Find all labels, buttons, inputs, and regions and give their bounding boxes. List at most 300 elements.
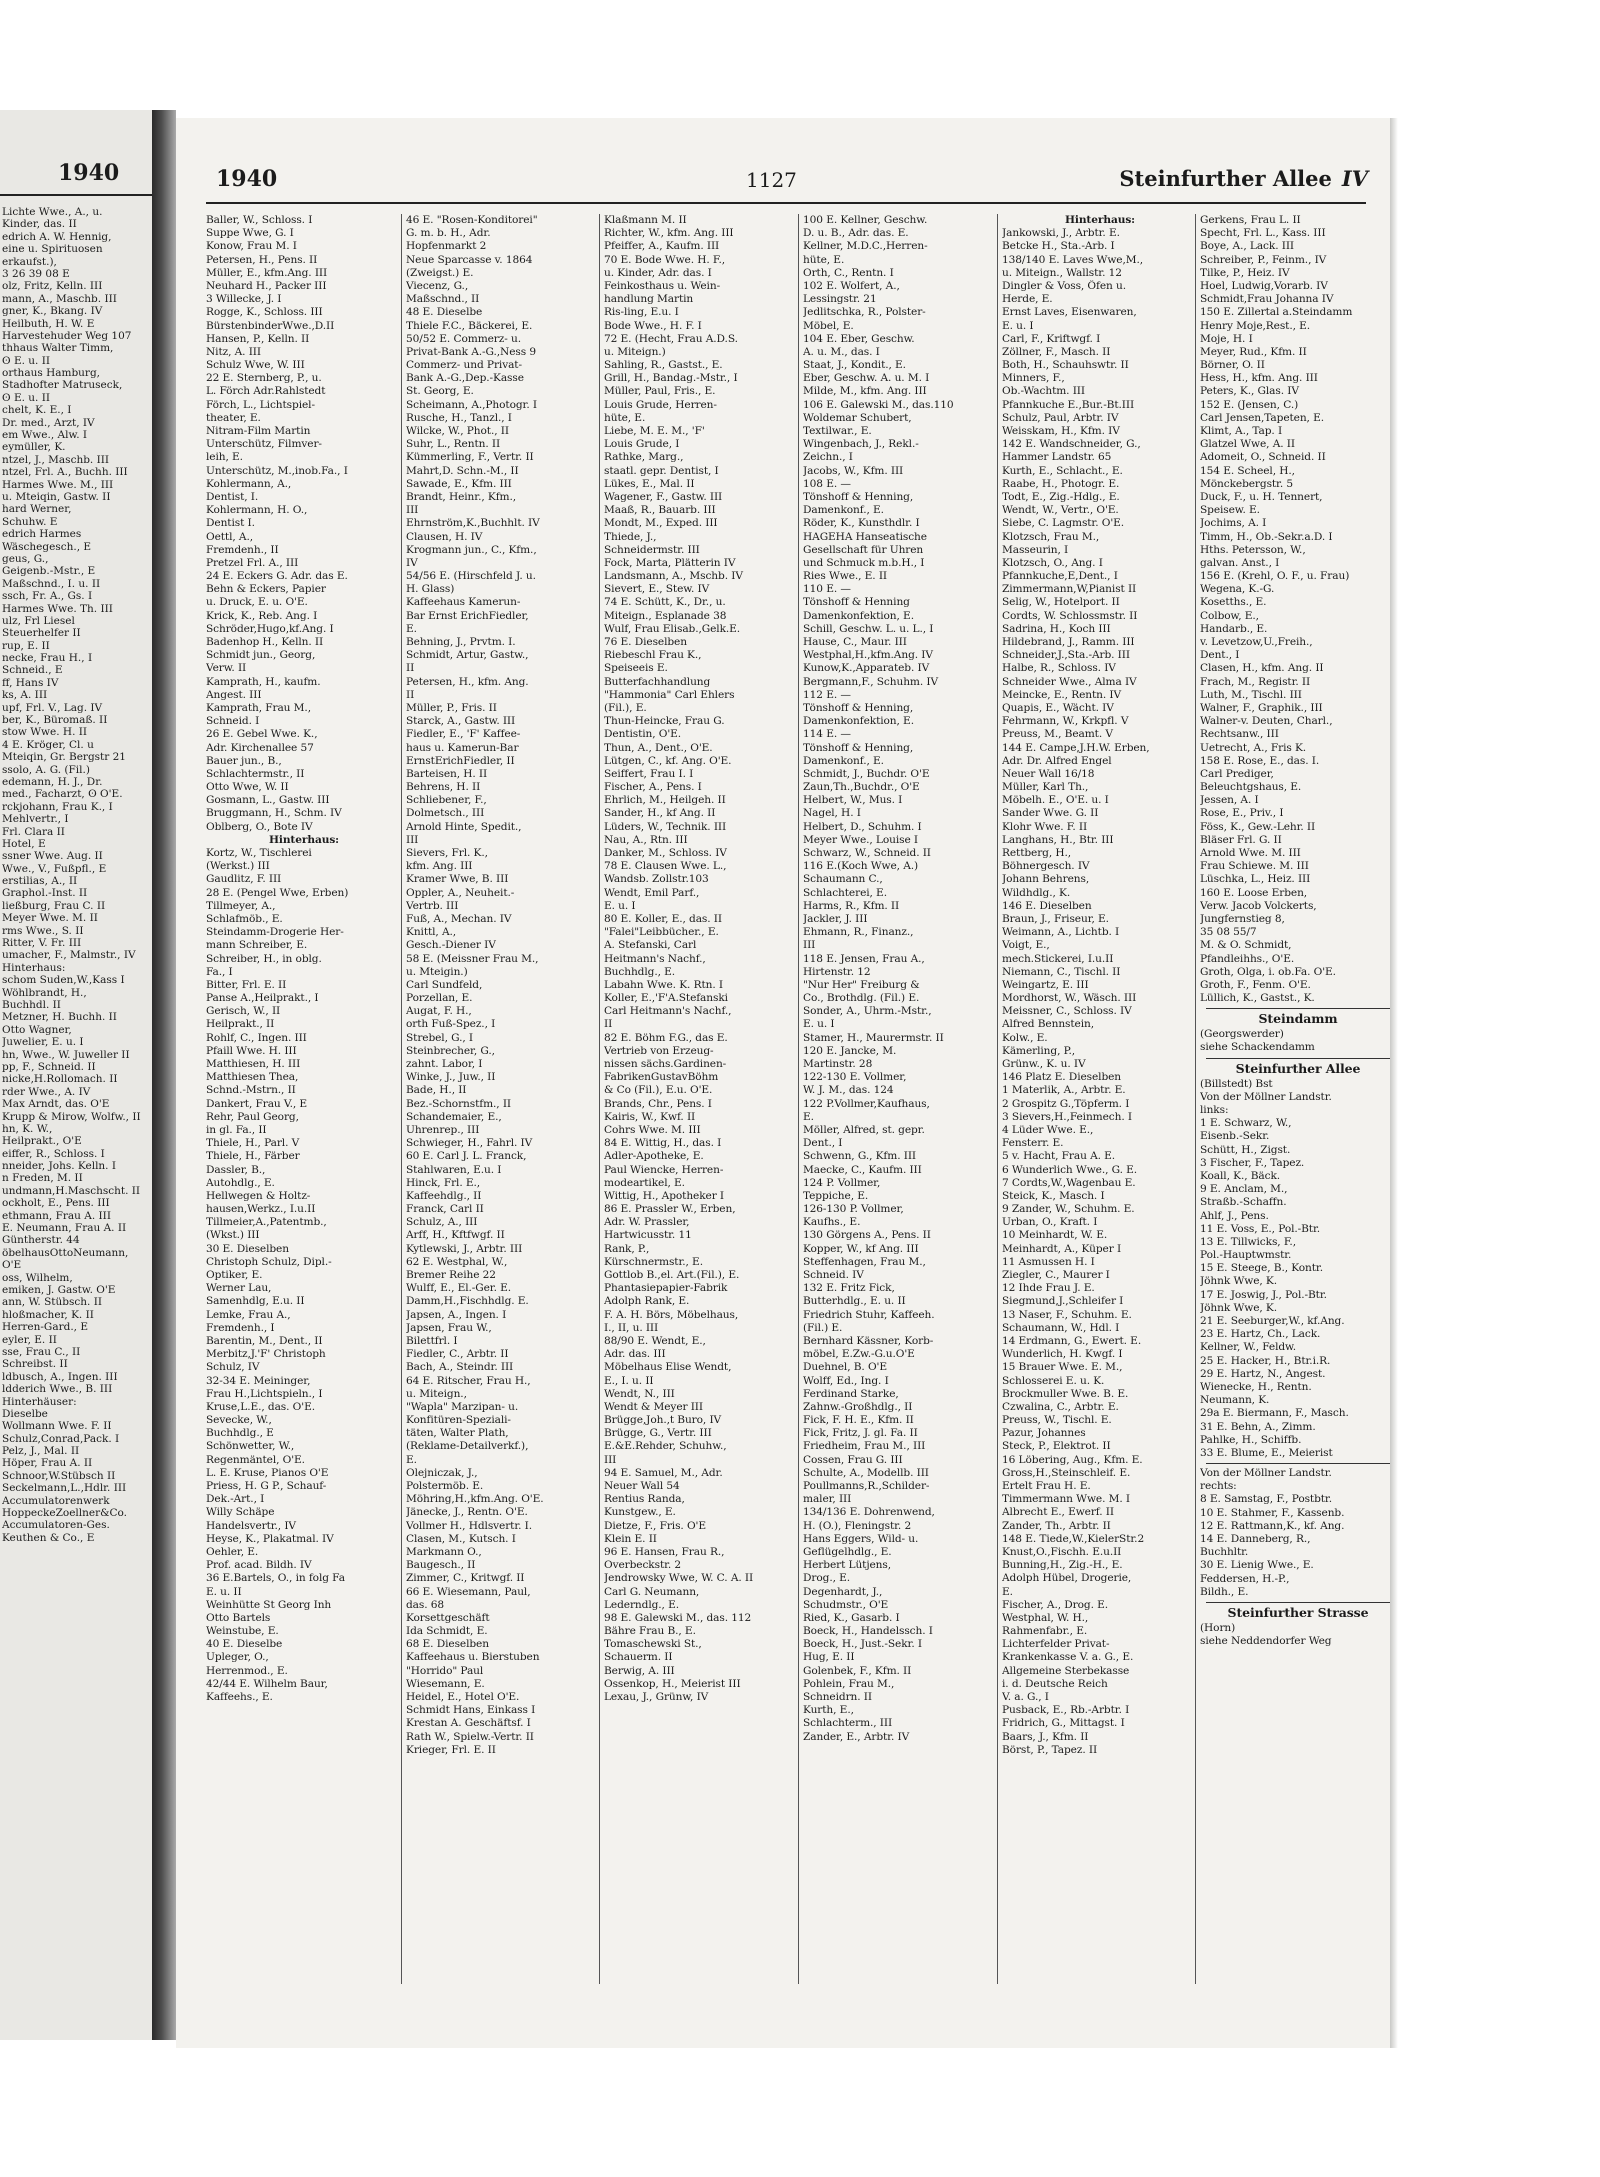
directory-entry: 6 Wunderlich Wwe., G. E. (1002, 1163, 1138, 1176)
directory-entry: Schulte, A., Modellb. III (803, 1466, 929, 1479)
directory-entry: Optiker, E. (206, 1269, 263, 1281)
left-page-line: ks, A. III (2, 689, 48, 702)
directory-entry: u. Mteigin.) (406, 965, 468, 978)
directory-entry: "Nur Her" Freiburg & (803, 978, 920, 991)
directory-entry: Meissner, C., Schloss. IV (1002, 1005, 1132, 1018)
directory-entry: Labahn Wwe. K. Rtn. I (604, 978, 723, 991)
left-page-line: mann, A., Maschb. III (2, 292, 117, 305)
left-page-line: schom Suden,W.,Kass I (2, 974, 125, 987)
page-edge-shadow (1390, 118, 1398, 2048)
directory-entry: 114 E. — (803, 728, 851, 741)
directory-entry: 28 E. (Pengel Wwe, Erben) (206, 886, 349, 899)
directory-entry: E. (803, 1110, 814, 1123)
directory-entry: Pazur, Johannes (1002, 1427, 1086, 1440)
directory-entry: Zaun,Th.,Buchdr., O'E (803, 781, 920, 794)
left-page-line: orthaus Hamburg, (2, 367, 101, 380)
directory-entry: Samenhdlg, E.u. II (206, 1295, 305, 1308)
directory-entry: Preuss, W., Tischl. E. (1002, 1414, 1112, 1427)
directory-entry: Wendt, Emil Parf., (604, 886, 700, 899)
left-page-line: Ritter, V. Fr. III (2, 937, 82, 950)
left-page-line: rder Wwe., A. IV (2, 1085, 91, 1098)
directory-entry: Pol.-Hauptwmstr. (1200, 1249, 1292, 1262)
directory-entry: Wildhdlg., K. (1002, 886, 1071, 899)
directory-entry: Feddersen, H.-P., (1200, 1572, 1290, 1585)
directory-entry: Vertrieb von Erzeug- (604, 1044, 714, 1057)
directory-entry: A. Stefanski, Carl (604, 939, 697, 952)
left-page-line: HoppeckeZoellner&Co. (2, 1507, 127, 1520)
directory-entry: Boeck, H., Just.-Sekr. I (803, 1638, 922, 1651)
left-page-line: 4 E. Kröger, Cl. u (2, 738, 94, 751)
directory-entry: Ehrlich, M., Heilgeh. II (604, 794, 726, 807)
directory-entry: Oehler, E. (206, 1545, 259, 1558)
directory-entry: Lüllich, K., Gastst., K. (1200, 992, 1315, 1005)
directory-entry: 15 E. Steege, B., Kontr. (1200, 1262, 1323, 1275)
directory-entry: Schneid. IV (803, 1269, 864, 1281)
directory-entry: ErnstErichFiedler, II (406, 754, 515, 767)
directory-entry: Gaudlitz, F. III (206, 873, 282, 886)
directory-entry: Fridrich, G., Mittagst. I (1002, 1717, 1125, 1730)
directory-entry: Japsen, A., Ingen. I (406, 1308, 507, 1321)
left-page-line: edrich Harmes (2, 528, 82, 541)
directory-entry: Steck, P., Elektrot. II (1002, 1440, 1111, 1453)
directory-entry: Wendt, N., III (604, 1387, 675, 1400)
directory-entry: Handelsvertr., IV (206, 1519, 296, 1532)
directory-entry: Arff, H., Kftfwgf. II (406, 1229, 505, 1242)
directory-entry: Bläser Frl. G. II (1200, 833, 1282, 846)
left-page-line: ff, Hans IV (2, 676, 59, 689)
directory-entry: Fock, Marta, Plätterin IV (604, 556, 736, 569)
directory-entry: Sawade, E., Kfm. III (406, 477, 512, 490)
directory-entry: Rehr, Paul Georg, (206, 1110, 299, 1123)
directory-entry: Alfred Bennstein, (1002, 1018, 1094, 1031)
directory-entry: täten, Walter Plath, (406, 1427, 509, 1440)
directory-entry: 122-130 E. Vollmer, (803, 1071, 907, 1084)
directory-entry: Schneider,J.,Sta.-Arb. III (1002, 649, 1130, 662)
running-head (1119, 166, 1368, 191)
directory-entry: Gerisch, W., II (206, 1005, 281, 1018)
directory-entry: 154 E. Scheel, H., (1200, 464, 1295, 477)
directory-entry: 3 Fischer, F., Tapez. (1200, 1156, 1305, 1169)
directory-entry: Luth, M., Tischl. III (1200, 688, 1302, 701)
directory-entry: Thiele, H., Färber (206, 1150, 300, 1163)
left-page-line: ntzel, J., Maschb. III (2, 453, 110, 466)
left-page-line: eine u. Spirituosen (2, 243, 103, 256)
directory-entry: Meinhardt, A., Küper I (1002, 1242, 1122, 1255)
left-page-line: Metzner, H. Buchh. II (2, 1011, 117, 1024)
directory-entry: Jendrowsky Wwe, W. C. A. II (604, 1572, 754, 1585)
directory-entry: Konow, Frau M. I (206, 240, 297, 253)
directory-entry: Kaffeehs., E. (206, 1691, 273, 1703)
directory-entry: Möbel, E. (803, 319, 854, 332)
left-page-line: Stadhofter Matruseck, (2, 379, 123, 392)
directory-entry: Japsen, Frau W., (406, 1321, 492, 1334)
directory-entry: Niemann, C., Tischl. II (1002, 965, 1121, 978)
directory-entry: Adr. das. III (604, 1348, 666, 1361)
directory-entry: Heyse, K., Plakatmal. IV (206, 1532, 334, 1545)
directory-entry: 116 E.(Koch Wwe, A.) (803, 860, 919, 873)
directory-entry: 94 E. Samuel, M., Adr. (604, 1466, 723, 1479)
directory-entry: 118 E. Jensen, Frau A., (803, 952, 925, 965)
left-page-line: Otto Wagner, (2, 1023, 72, 1036)
directory-entry: Schulz, A., III (406, 1216, 478, 1229)
directory-entry: Buchhdlg., E. (604, 965, 676, 978)
directory-entry: Jöhnk Wwe, K. (1200, 1275, 1277, 1288)
directory-entry: "Hammonia" Carl Ehlers (604, 688, 735, 701)
directory-entry: Neue Sparcasse v. 1864 (406, 253, 533, 266)
directory-entry: Angest. III (206, 688, 262, 701)
left-page-line: ber, K., Büromaß. II (2, 714, 108, 727)
directory-entry: Dentistin, O'E. (604, 728, 682, 741)
directory-entry: Raabe, H., Photogr. E. (1002, 477, 1120, 490)
directory-entry: Viecenz, G., (406, 279, 469, 292)
directory-entry: Ossenkop, H., Meierist III (604, 1677, 741, 1690)
directory-entry: in gl. Fa., II (206, 1123, 267, 1136)
directory-entry: Schneid. I (206, 715, 260, 728)
directory-entry: Schmidt, J., Buchdr. O'E (803, 767, 930, 780)
left-page-line: eyler, E. II (2, 1333, 57, 1346)
directory-entry: Rahmenfabr., E. (1002, 1625, 1088, 1638)
directory-entry: Thun-Heincke, Frau G. (604, 715, 725, 728)
directory-entry: Schlachterei, E. (803, 886, 887, 899)
directory-entry: Sevecke, W., (206, 1414, 272, 1427)
left-page-line: Schuhw. E (2, 515, 58, 528)
left-page-line: upf, Frl. V., Lag. IV (2, 701, 103, 714)
directory-entry: Sievert, E., Stew. IV (604, 583, 710, 596)
directory-entry: Thiele F.C., Bäckerei, E. (406, 319, 533, 332)
directory-entry: Markmann O., (406, 1545, 482, 1558)
left-page-line: erkaufst.), (2, 255, 57, 268)
directory-entry: Butterfachhandlung (604, 675, 711, 688)
directory-entry: 15 Brauer Wwe. E. M., (1002, 1361, 1123, 1374)
left-page-line: Dieselbe (2, 1407, 48, 1420)
directory-entry: Fick, F. H. E., Kfm. II (803, 1414, 914, 1427)
directory-entry: Porzellan, E. (406, 992, 473, 1005)
directory-entry: Zahnw.-Großhdlg., II (803, 1400, 913, 1413)
directory-entry: Damm,H.,Fischhdlg. E. (406, 1295, 529, 1308)
directory-entry: Augat, F. H., (406, 1005, 472, 1018)
directory-entry: (Reklame-Detailverkf.), (406, 1440, 529, 1453)
directory-entry: 76 E. Dieselben (604, 636, 687, 648)
directory-entry: v. Levetzow,U.,Freih., (1200, 636, 1313, 648)
directory-entry: Cossen, Frau G. III (803, 1453, 903, 1466)
left-page-line: Seckelmann,L.,Hdlr. III (2, 1482, 127, 1495)
directory-entry: (Horn) (1200, 1621, 1236, 1634)
directory-entry: Rathke, Marg., (604, 451, 684, 464)
directory-entry: Frau Schiewe. M. III (1200, 860, 1309, 873)
left-page-line: Hotel, E (2, 837, 46, 850)
left-page-line: nneider, Johs. Kelln. I (2, 1160, 117, 1173)
directory-entry: Krieger, Frl. E. II (406, 1743, 496, 1756)
left-page-line: undmann,H.Maschscht. II (2, 1184, 141, 1197)
left-page-line: ntzel, Frl. A., Buchh. III (2, 466, 128, 479)
directory-entry: (Wkst.) III (206, 1229, 260, 1242)
directory-entry: Kamprath, Frau M., (206, 701, 311, 714)
directory-entry: Schauerm. II (604, 1651, 673, 1664)
directory-entry: Wunderlich, H. Kwgf. I (1002, 1348, 1123, 1361)
directory-entry: Pretzel Frl. A., III (206, 556, 299, 569)
directory-entry: Bruggmann, H., Schm. IV (206, 807, 342, 820)
directory-entry: Jacobs, W., Kfm. III (803, 464, 904, 477)
directory-entry: Wingenbach, J., Rekl.- (803, 438, 919, 451)
directory-entry: Oblberg, O., Bote IV (206, 820, 313, 833)
directory-entry: 78 E. Clausen Wwe. L., (604, 860, 727, 873)
directory-entry: Gesch.-Diener IV (406, 939, 496, 952)
directory-entry: Uhrenrep., III (406, 1123, 480, 1136)
directory-entry: Boeck, H., Handelssch. I (803, 1625, 933, 1638)
directory-entry: Schliebener, F., (406, 794, 487, 807)
left-page-line: edemann, H. J., Dr. (2, 775, 103, 788)
left-page-line: em Wwe., Alw. I (2, 429, 88, 442)
left-page-line: edrich A. W. Hennig, (2, 230, 112, 243)
directory-entry: (Zweigst.) E. (406, 266, 474, 279)
left-page-line: rms Wwe., S. II (2, 924, 84, 937)
directory-entry: Hopfenmarkt 2 (406, 240, 487, 253)
directory-entry: Adomeit, O., Schneid. II (1200, 451, 1326, 464)
directory-entry: Ferdinand Starke, (803, 1387, 899, 1400)
directory-entry: Westphal, W. H., (1002, 1611, 1089, 1624)
directory-entry: Sahling, R., Gastst., E. (604, 359, 723, 372)
directory-entry: Kolw., E. (1002, 1031, 1048, 1044)
directory-entry: Buchhdlg., E (206, 1427, 274, 1440)
directory-entry: Müller, Karl Th., (1002, 781, 1089, 794)
directory-entry: Friedheim, Frau M., III (803, 1440, 926, 1453)
directory-entry: 152 E. (Jensen, C.) (1200, 398, 1299, 411)
directory-entry: Baugesch., II (406, 1559, 476, 1572)
directory-entry: Sadrina, H., Koch III (1002, 622, 1111, 635)
directory-entry: Carl Heitmann's Nachf., (604, 1005, 732, 1018)
directory-entry: Riebeschl Frau K., (604, 649, 702, 662)
directory-entry: Uetrecht, A., Fris K. (1200, 741, 1307, 754)
directory-entry: Cordts, W. Schlossmstr. II (1002, 609, 1138, 622)
directory-entry: Poullmanns,R.,Schilder- (803, 1480, 930, 1492)
directory-entry: Maßschnd., II (406, 293, 480, 306)
directory-entry: 66 E. Wiesemann, Paul, (406, 1585, 531, 1598)
directory-entry: Co., Brothdlg. (Fil.) E. (803, 992, 920, 1005)
directory-entry: (Werkst.) III (206, 860, 270, 873)
directory-entry: Halbe, R., Schloss. IV (1002, 662, 1116, 675)
directory-entry: 110 E. — (803, 583, 851, 596)
directory-entry: 21 E. Seeburger,W., kf.Ang. (1200, 1315, 1345, 1327)
directory-entry: E. u. I (1002, 319, 1034, 332)
directory-entry: Rath W., Spielw.-Vertr. II (406, 1730, 534, 1743)
left-page-line: Max Arndt, das. O'E (2, 1098, 110, 1111)
directory-entry: Gesellschaft für Uhren (803, 543, 924, 556)
left-page-line: umacher, F., Malmstr., IV (2, 949, 136, 962)
directory-entry: 156 E. (Krehl, O. F., u. Frau) (1200, 570, 1350, 583)
left-page-column (2, 206, 150, 1544)
directory-entry: Möbelh. E., O'E. u. I (1002, 794, 1109, 807)
street-heading: Steinfurther Allee (1235, 1060, 1361, 1076)
directory-entry: Speiseeis E. (604, 662, 668, 675)
directory-entry: Oettl, A., (206, 530, 253, 543)
directory-entry: u. Miteign.) (604, 345, 666, 358)
directory-entry: Landsmann, A., Mschb. IV (604, 570, 743, 583)
directory-entry: Schlachtermstr., II (206, 767, 305, 780)
directory-entry: Hess, H., kfm. Ang. III (1200, 372, 1318, 385)
directory-entry: Specht, Frl. L., Kass. III (1200, 227, 1326, 240)
directory-entry: Liebe, M. E. M., 'F' (604, 425, 705, 437)
directory-entry: Gosmann, L., Gastw. III (206, 794, 330, 807)
left-page-line: Juwelier, E. u. I (2, 1036, 84, 1049)
left-page-line: hard Werner, (2, 503, 72, 516)
left-page-line: Buchhdl. II (2, 999, 61, 1011)
directory-entry: Weimann, A., Lichtb. I (1002, 926, 1120, 939)
directory-entry: 132 E. Fritz Fick, (803, 1282, 895, 1295)
subsection-heading: Hinterhaus: (1065, 214, 1135, 226)
directory-entry: nissen sächs.Gardinen- (604, 1058, 727, 1070)
directory-entry: Tillmeier,A.,Patentmb., (206, 1216, 327, 1229)
directory-entry: Kohlermann, H. O., (206, 504, 308, 517)
left-page-line: pp, F., Schneid. II (2, 1060, 96, 1073)
directory-entry: Baars, J., Kfm. II (1002, 1730, 1089, 1743)
directory-entry: siehe Neddendorfer Weg (1200, 1635, 1332, 1648)
directory-entry: Rechtsanw., III (1200, 728, 1279, 741)
directory-entry: 98 E. Galewski M., das. 112 (604, 1611, 752, 1624)
left-page-line: Schneid., E (2, 664, 63, 677)
directory-entry: Hildebrand, J., Ramm. III (1002, 636, 1135, 648)
directory-entry: E. (1002, 1585, 1013, 1598)
directory-entry: 40 E. Dieselbe (206, 1638, 283, 1651)
directory-entry: III (604, 1453, 617, 1466)
directory-entry: Timm, H., Ob.-Sekr.a.D. I (1200, 530, 1333, 543)
directory-entry: Carl G. Neumann, (604, 1585, 700, 1598)
directory-entry: 144 E. Campe,J.H.W. Erben, (1002, 741, 1150, 754)
directory-entry: Beleuchtgshaus, E. (1200, 781, 1302, 794)
directory-entry: Adolph Hübel, Drogerie, (1002, 1572, 1132, 1585)
directory-entry: Krogmann jun., C., Kfm., (406, 543, 537, 556)
directory-entry: Wegena, K.-G. (1200, 583, 1275, 596)
directory-entry: Jedlitschka, R., Polster- (803, 306, 926, 319)
directory-entry: Konfitüren-Speziali- (406, 1414, 511, 1427)
directory-entry: Bar Ernst ErichFiedler, (406, 609, 529, 622)
directory-entry: Schudmstr., O'E (803, 1598, 889, 1611)
directory-entry: Moje, H. I (1200, 332, 1253, 345)
directory-entry: Damenkonf., E. (803, 504, 884, 517)
directory-entry: II (406, 688, 415, 701)
directory-entry: Voigt, E., (1002, 939, 1050, 952)
directory-entry: Rusche, H., Tanzl., I (406, 411, 512, 424)
directory-entry: Todt, E., Zig.-Hdlg., E. (1002, 490, 1120, 503)
left-page-line: hloßmacher, K. II (2, 1308, 94, 1321)
directory-entry: D. u. B., Adr. das. E. (803, 227, 909, 240)
directory-entry: 30 E. Dieselben (206, 1242, 289, 1255)
directory-entry: Schill, Geschw. L. u. L., I (803, 622, 934, 635)
directory-entry: Wiesemann, E. (406, 1677, 485, 1690)
directory-entry: Dolmetsch., III (406, 807, 485, 820)
directory-entry: Knust,O.,Fischh. E.u.II (1002, 1545, 1122, 1558)
directory-entry: Kytlewski, J., Arbtr. III (406, 1242, 523, 1255)
left-page-line: stow Wwe. H. II (2, 726, 88, 739)
directory-entry: Kopper, W., kf Ang. III (803, 1242, 919, 1255)
directory-entry: und Schmuck m.b.H., I (803, 556, 925, 569)
directory-entry: Ehmann, R., Finanz., (803, 926, 914, 939)
page-number: 1127 (746, 168, 797, 192)
directory-entry: hüte, E. (604, 411, 646, 424)
directory-entry: Müller, Paul, Fris., E. (604, 385, 716, 398)
directory-entry: Fremdenh., I (206, 1321, 275, 1334)
directory-entry: Klotzsch, O., Ang. I (1002, 556, 1103, 569)
directory-entry: Clasen, H., kfm. Ang. II (1200, 662, 1324, 675)
directory-entry: Olejniczak, J., (406, 1466, 478, 1479)
directory-entry: 8 E. Samstag, F., Postbtr. (1200, 1493, 1332, 1506)
directory-entry: Harms, R., Kfm. II (803, 899, 900, 912)
directory-entry: mech.Stickerei, I.u.II (1002, 952, 1114, 965)
directory-entry: 68 E. Dieselben (406, 1638, 489, 1651)
directory-entry: 82 E. Böhm F.G., das E. (604, 1031, 728, 1044)
directory-entry: 32-34 E. Meininger, (206, 1374, 311, 1387)
directory-entry: Jochims, A. I (1200, 517, 1267, 530)
directory-entry: Schwenn, G., Kfm. III (803, 1150, 916, 1163)
left-page-line: Wöhlbrandt, H., (2, 986, 87, 999)
directory-entry: Teppiche, E. (803, 1189, 869, 1202)
directory-entry: 25 E. Hacker, H., Btr.i.R. (1200, 1354, 1331, 1367)
left-page-line: ssner Wwe. Aug. II (2, 850, 103, 863)
left-page-line: chelt, K. E., I (2, 404, 72, 417)
column-divider (1195, 214, 1196, 1984)
directory-entry: Fremdenh., II (206, 543, 279, 556)
directory-entry: FabrikenGustavBöhm (604, 1071, 719, 1084)
directory-entry: Werner Lau, (206, 1282, 272, 1295)
directory-entry: Milde, M., kfm. Ang. III (803, 385, 927, 398)
column-divider (401, 214, 402, 1984)
directory-entry: 10 Meinhardt, W. E. (1002, 1229, 1108, 1242)
directory-entry: Brügge,Joh.,t Buro, IV (604, 1414, 722, 1427)
directory-entry: Braun, J., Friseur, E. (1002, 912, 1109, 925)
directory-entry: Zimmermann,W,Pianist II (1002, 583, 1137, 596)
left-page-line: ann, W. Stübsch. II (2, 1296, 102, 1309)
directory-entry: (Billstedt) Bst (1200, 1077, 1273, 1090)
directory-entry: Johann Behrens, (1002, 873, 1090, 886)
directory-entry: Weisskam, H., Kfm. IV (1002, 425, 1120, 437)
directory-entry: 148 E. Tiede,W.,KielerStr.2 (1002, 1532, 1145, 1545)
directory-entry: Mordhorst, W., Wäsch. III (1002, 992, 1137, 1005)
directory-entry: 146 Platz E. Dieselben (1002, 1071, 1122, 1084)
directory-entry: Tillmeyer, A., (206, 899, 276, 912)
directory-entry: Wulff, E., El.-Ger. E. (406, 1282, 512, 1295)
directory-entry: Thun, A., Dent., O'E. (604, 741, 713, 754)
directory-entry: Mönckebergstr. 5 (1200, 477, 1294, 490)
directory-entry: Dankert, Frau V., E (206, 1097, 308, 1110)
directory-entry: Bade, H., II (406, 1084, 467, 1097)
directory-entry: Schreiber, P., Feinm., IV (1200, 253, 1327, 266)
directory-entry: rechts: (1200, 1480, 1237, 1493)
directory-entry: Cohrs Wwe. M. III (604, 1123, 701, 1136)
directory-entry: Wendt, W., Vertr., O'E. (1002, 504, 1119, 517)
directory-entry: BürstenbinderWwe.,D.II (206, 319, 335, 332)
directory-entry: Weingartz, E. III (1002, 978, 1089, 991)
directory-entry: Meyer, Rud., Kfm. II (1200, 345, 1307, 358)
left-page-line: sse, Frau C., II (2, 1345, 81, 1358)
directory-entry: Fensterr. E. (1002, 1137, 1064, 1150)
directory-entry: 9 Zander, W., Schuhm. E. (1002, 1203, 1135, 1216)
left-page-line: geus, G., (2, 552, 49, 565)
directory-entry: Schönwetter, W., (206, 1440, 295, 1453)
directory-entry: Lütgen, C., kf. Ang. O'E. (604, 754, 732, 767)
directory-entry: 24 E. Eckers G. Adr. das E. (206, 570, 348, 583)
directory-entry: Dentist I. (206, 517, 255, 530)
directory-entry: Weinstube, E. (206, 1625, 279, 1638)
directory-entry: Schmidt,Frau Johanna IV (1200, 293, 1334, 306)
directory-entry: Kosetths., E. (1200, 596, 1267, 609)
directory-entry: 54/56 E. (Hirschfeld J. u. (406, 570, 536, 583)
left-page-line: Meyer Wwe. M. II (2, 912, 98, 925)
left-page-line: necke, Frau H., I (2, 652, 93, 665)
left-page-line: Höper, Frau A. II (2, 1457, 93, 1470)
directory-entry: Gottlob B.,el. Art.(Fil.), E. (604, 1269, 740, 1281)
left-page-line: Lichte Wwe., A., u. (2, 206, 103, 218)
directory-entry: Fuß, A., Mechan. IV (406, 912, 512, 925)
left-page-line: Heilprakt., O'E (2, 1135, 82, 1148)
